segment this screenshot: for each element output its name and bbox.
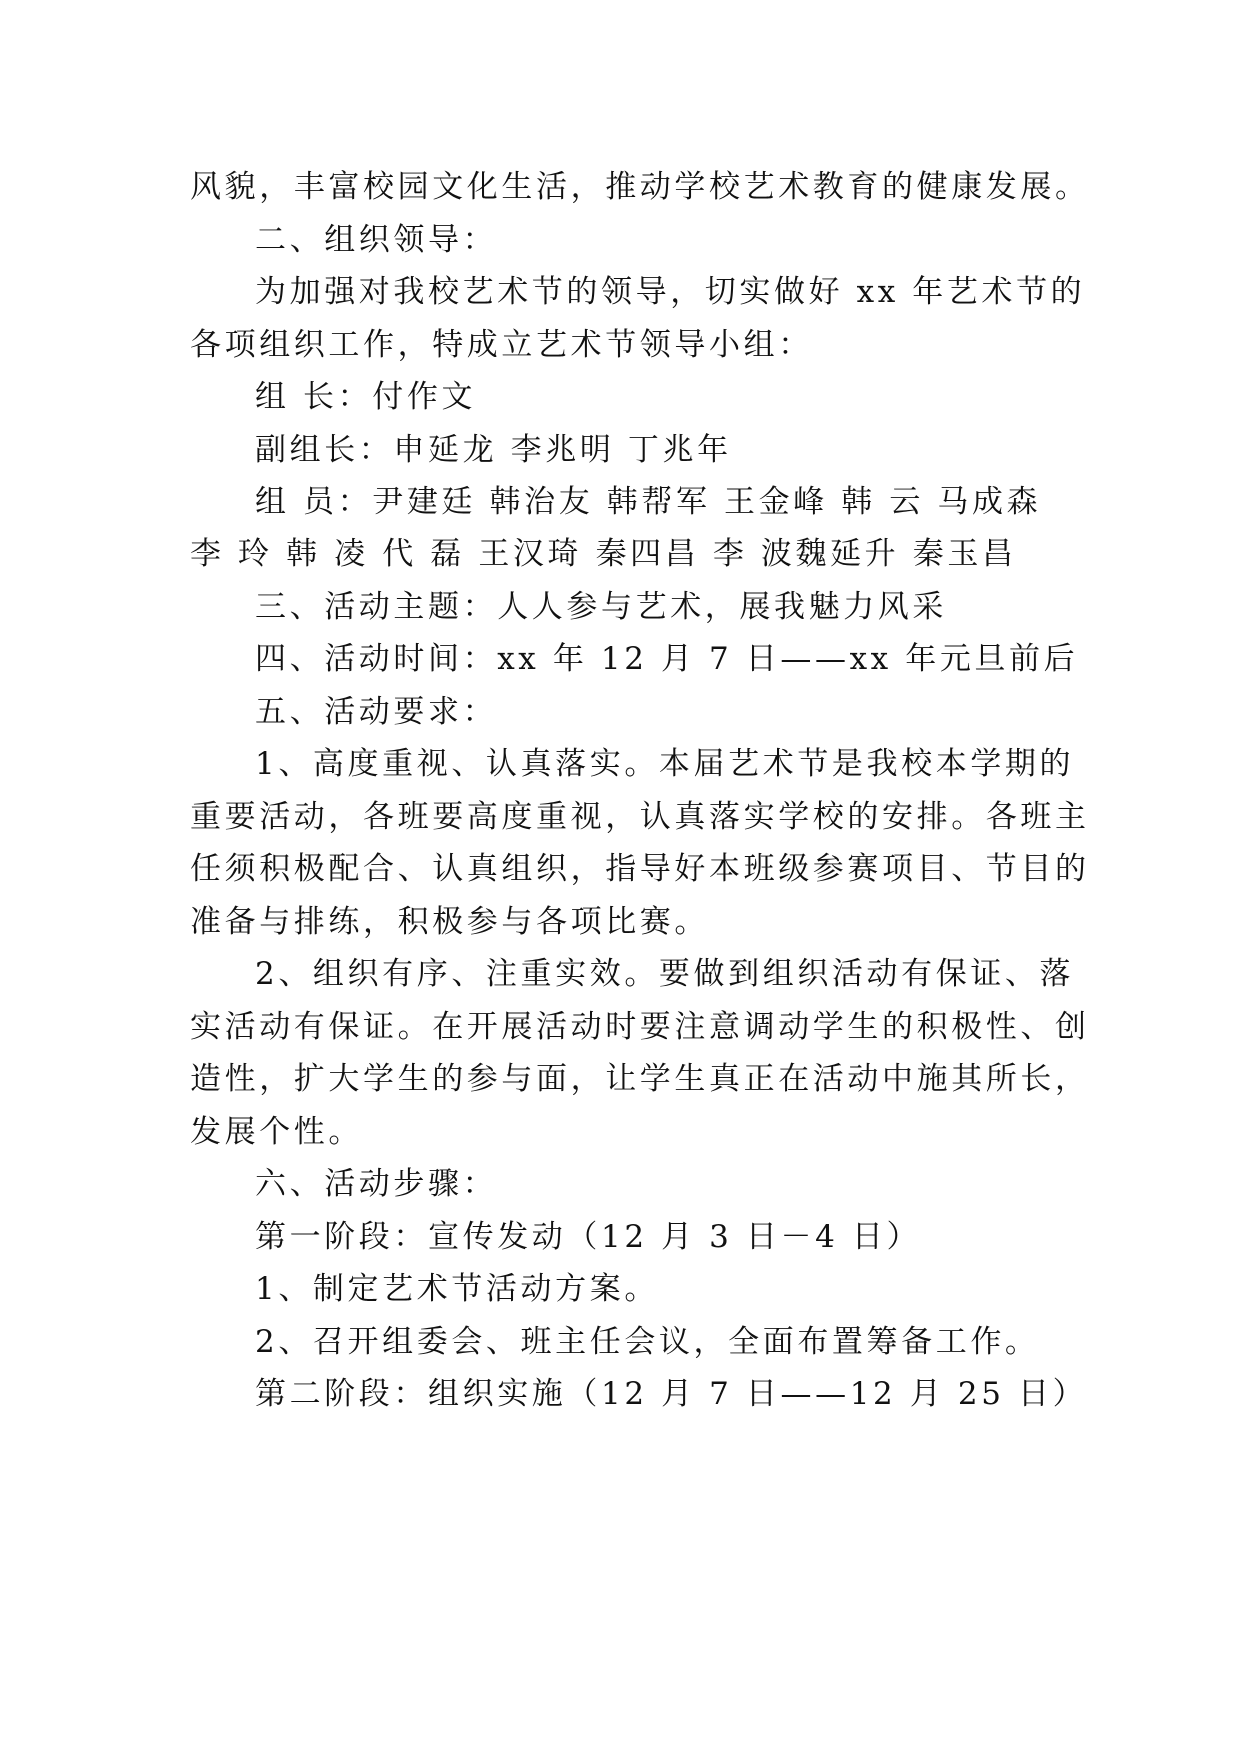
text-line-members-1: 组 员：尹建廷 韩治友 韩帮军 王金峰 韩 云 马成森 (255, 484, 1042, 520)
text-line-deputy-leaders: 副组长：申延龙 李兆明 丁兆年 (255, 432, 732, 468)
text-line-stage-one-step-2: 2、召开组委会、班主任会议，全面布置筹备工作。 (255, 1324, 1040, 1360)
text-line-stage-two: 第二阶段：组织实施（12 月 7 日——12 月 25 日） (255, 1376, 1088, 1412)
heading-activity-theme: 三、活动主题：人人参与艺术，展我魅力风采 (255, 589, 947, 625)
text-line-requirement-2d: 发展个性。 (190, 1114, 363, 1150)
heading-organization-leadership: 二、组织领导： (255, 222, 498, 258)
text-line-requirement-1c: 任须积极配合、认真组织，指导好本班级参赛项目、节目的 (190, 851, 1090, 887)
text-line-leadership-intro-1: 为加强对我校艺术节的领导，切实做好 xx 年艺术节的 (255, 274, 1086, 310)
text-line-requirement-1b: 重要活动，各班要高度重视，认真落实学校的安排。各班主 (190, 799, 1090, 835)
text-line-festival-goal-end: 风貌，丰富校园文化生活，推动学校艺术教育的健康发展。 (190, 169, 1090, 205)
text-line-requirement-1d: 准备与排练，积极参与各项比赛。 (190, 904, 709, 940)
text-line-group-leader: 组 长：付作文 (255, 379, 477, 415)
text-line-requirement-1a: 1、高度重视、认真落实。本届艺术节是我校本学期的 (255, 746, 1075, 782)
heading-activity-time: 四、活动时间：xx 年 12 月 7 日——xx 年元旦前后 (255, 641, 1079, 677)
text-line-stage-one-step-1: 1、制定艺术节活动方案。 (255, 1271, 659, 1307)
text-line-requirement-2b: 实活动有保证。在开展活动时要注意调动学生的积极性、创 (190, 1009, 1090, 1045)
text-line-leadership-intro-2: 各项组织工作，特成立艺术节领导小组： (190, 327, 813, 363)
text-line-requirement-2a: 2、组织有序、注重实效。要做到组织活动有保证、落 (255, 956, 1075, 992)
text-line-stage-one: 第一阶段：宣传发动（12 月 3 日－4 日） (255, 1219, 922, 1255)
heading-activity-steps: 六、活动步骤： (255, 1166, 498, 1202)
text-line-members-2: 李 玲 韩 凌 代 磊 王汉琦 秦四昌 李 波魏延升 秦玉昌 (190, 536, 1017, 572)
heading-activity-requirements: 五、活动要求： (255, 694, 498, 730)
text-line-requirement-2c: 造性，扩大学生的参与面，让学生真正在活动中施其所长， (190, 1061, 1090, 1097)
